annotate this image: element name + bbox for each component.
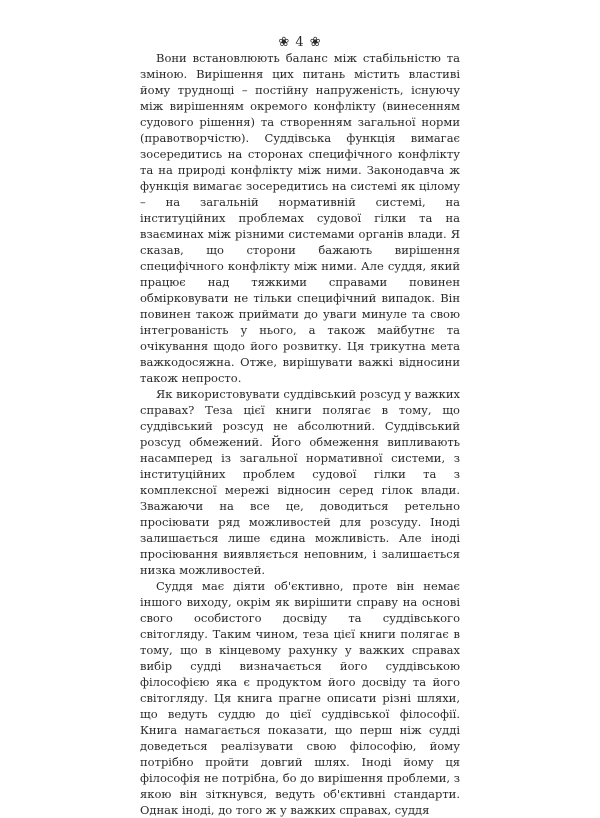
page-number-header: ❀ 4 ❀ <box>278 35 322 50</box>
paragraph-3: Суддя має діяти об'єктивно, проте він немає іншого виходу, окрім як вирішити справу на основі свого особистого досвіду та суддівського світогляду. Таким чином, теза цієї книги полягає в тому, що в кінцевому рахунку у важких справах вибір судді визначається його суддівською філософією яка є продуктом його досвіду та його світогляду. Ця книга прагне описати різні шляхи, що ведуть суддю до цієї суддівської філософії. Книга намагається показати, що перш ніж судді доведеться реалізувати свою філософію, йому потрібно пройти довгий шлях. Іноді йому ця філософія не потрібна, бо до вирішення проблеми, з якою він зіткнувся, ведуть об'єктивні стандарти. Однак іноді, до того ж у важких справах, суддя <box>140 579 460 817</box>
body-text <box>140 50 460 818</box>
paragraph-1: Вони встановлюють баланс між стабільністю та зміною. Вирішення цих питань містить властиві йому труднощі – постійну напруженість, існуючу між вирішенням окремого конфлікту (винесенням судового рішення) та створенням загальної норми (правотворчістю). Суддівська функція вимагає зосередитись на сторонах специфічного конфлікту та на природі конфлікту між ними. Законодавча ж функція вимагає зосередитись на системі як цілому – на загальній нормативній системі, на інституційних проблемах судової гілки та на взаєминах між різними системами органів влади. Я сказав, що сторони бажають вирішення специфічного конфлікту між ними. Але суддя, який працює над тяжкими справами повинен обмірковувати не тільки специфічний випадок. Він повинен також приймати до уваги минуле та свою інтегрованість у нього, а також майбутнє та очікування щодо його розвитку. Ця трикутна мета важкодосяжна. Отже, вирішувати важкі відносини також непросто. <box>140 51 460 385</box>
paragraph-2: Як використовувати суддівський розсуд у важких справах? Теза цієї книги полягає в тому, що суддівський розсуд не абсолютний. Суддівський розсуд обмежений. Його обмеження випливають насамперед із загальної нормативної системи, з інституційних проблем судової гілки та з комплексної мережі відносин серед гілок влади. Зважаючи на все це, доводиться ретельно просіювати ряд можливостей для розсуду. Іноді залишається лише єдина можливість. Але іноді просіювання виявляється неповним, і залишається низка можливостей. <box>140 387 460 577</box>
